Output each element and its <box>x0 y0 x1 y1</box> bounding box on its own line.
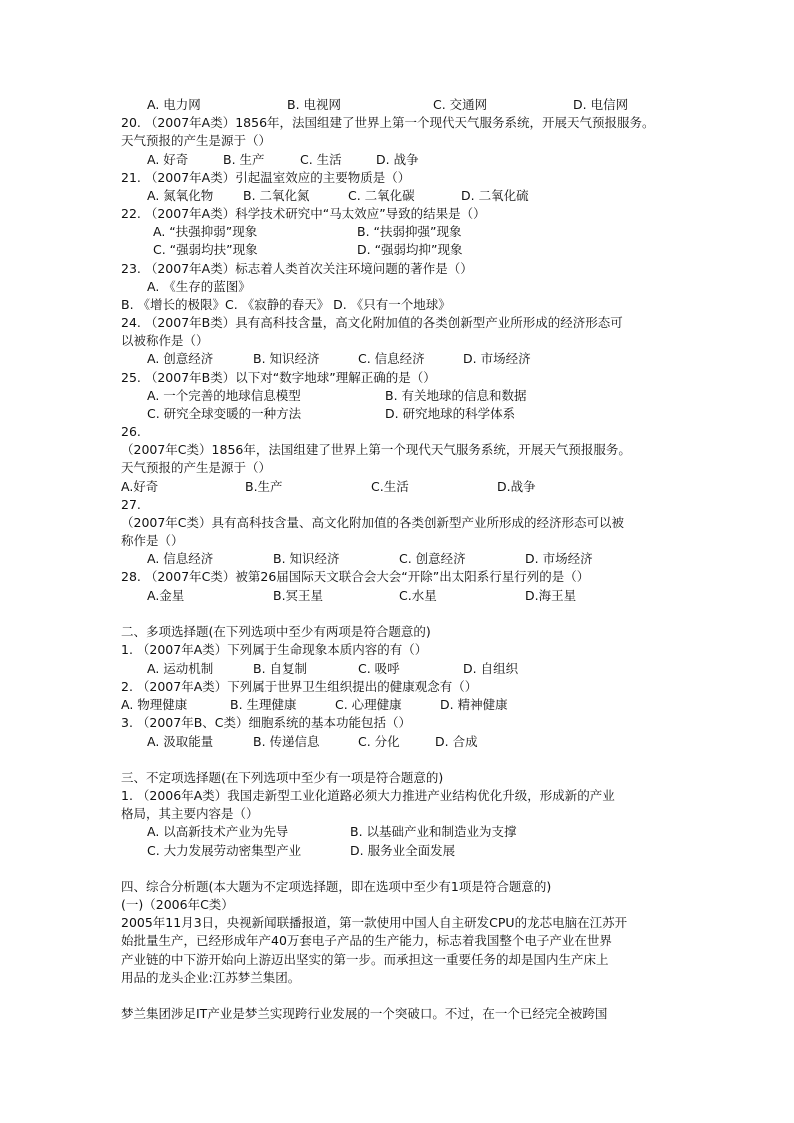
passage-2-line-1: 梦兰集团涉足IT产业是梦兰实现跨行业发展的一个突破口。不过，在一个已经完全被跨国 <box>121 1006 608 1021</box>
q27-option-d: D. 市场经济 <box>525 551 593 566</box>
section-3-heading: 三、不定项选择题(在下列选项中至少有一项是符合题意的) <box>121 770 444 785</box>
q24-option-a: A. 创意经济 <box>147 351 214 366</box>
q19-option-d: D. 电信网 <box>573 97 629 112</box>
passage-line-4: 用品的龙头企业:江苏梦兰集团。 <box>121 970 301 985</box>
m3-option-c: C. 分化 <box>358 734 400 749</box>
section-4-heading: 四、综合分析题(本大题为不定项选择题，即在选项中至少有1项是符合题意的) <box>121 879 552 894</box>
q28-option-c: C.水星 <box>399 588 437 603</box>
q20-option-b: B. 生产 <box>223 152 265 167</box>
q25-stem: 25. （2007年B类）以下对“数字地球”理解正确的是（） <box>121 370 436 385</box>
q22-option-a: A. “扶强抑弱”现象 <box>153 224 258 239</box>
q28-option-b: B.冥王星 <box>273 588 324 603</box>
q20-stem-line1: 20. （2007年A类）1856年，法国组建了世界上第一个现代天气服务系统，开展天气预报服务。 <box>121 115 655 130</box>
q26-option-a: A.好奇 <box>121 479 159 494</box>
q20-stem-line2: 天气预报的产生是源于（） <box>121 133 272 148</box>
q21-stem: 21. （2007年A类）引起温室效应的主要物质是（） <box>121 170 411 185</box>
section-2-heading: 二、多项选择题(在下列选项中至少有两项是符合题意的) <box>121 624 431 639</box>
q21-option-b: B. 二氧化氮 <box>243 188 310 203</box>
m1-stem: 1. （2007年A类）下列属于生命现象本质内容的有（） <box>121 642 428 657</box>
q22-option-b: B. “扶弱抑强”现象 <box>357 224 462 239</box>
q23-option-a: A. 《生存的蓝图》 <box>147 279 251 294</box>
q19-option-b: B. 电视网 <box>287 97 342 112</box>
m3-stem: 3. （2007年B、C类）细胞系统的基本功能包括（） <box>121 715 412 730</box>
m2-option-c: C. 心理健康 <box>335 697 402 712</box>
q26-option-b: B.生产 <box>245 479 283 494</box>
q24-option-d: D. 市场经济 <box>463 351 531 366</box>
m2-option-b: B. 生理健康 <box>230 697 297 712</box>
passage-line-3: 产业链的中下游开始向上游迈出坚实的第一步。而承担这一重要任务的却是国内生产床上 <box>121 952 609 967</box>
q21-option-d: D. 二氧化硫 <box>461 188 529 203</box>
u1-option-d: D. 服务业全面发展 <box>350 843 456 858</box>
q27-option-a: A. 信息经济 <box>147 551 214 566</box>
q21-option-c: C. 二氧化碳 <box>348 188 415 203</box>
q20-option-a: A. 好奇 <box>147 152 189 167</box>
q26-stem-line1: （2007年C类）1856年，法国组建了世界上第一个现代天气服务系统，开展天气预报服务。 <box>121 442 631 457</box>
q28-option-d: D.海王星 <box>525 588 577 603</box>
q27-option-b: B. 知识经济 <box>273 551 340 566</box>
q25-option-b: B. 有关地球的信息和数据 <box>385 388 527 403</box>
u1-option-a: A. 以高新技术产业为先导 <box>147 824 289 839</box>
q20-option-d: D. 战争 <box>376 152 419 167</box>
m1-option-b: B. 自复制 <box>253 661 308 676</box>
q25-option-d: D. 研究地球的科学体系 <box>385 406 516 421</box>
q19-option-c: C. 交通网 <box>433 97 488 112</box>
q24-stem-line2: 以被称作是（） <box>121 333 209 348</box>
section-4-subheading: (一)（2006年C类） <box>121 897 234 912</box>
u1-option-b: B. 以基础产业和制造业为支撑 <box>350 824 517 839</box>
q24-option-b: B. 知识经济 <box>253 351 320 366</box>
q26-stem-line2: 天气预报的产生是源于（） <box>121 460 272 475</box>
q26-option-d: D.战争 <box>497 479 536 494</box>
m2-option-d: D. 精神健康 <box>440 697 508 712</box>
q21-option-a: A. 氮氧化物 <box>147 188 214 203</box>
q22-option-c: C. “强弱均扶”现象 <box>153 242 258 257</box>
passage-line-2: 始批量生产，已经形成年产40万套电子产品的生产能力，标志着我国整个电子产业在世界 <box>121 933 612 948</box>
m3-option-d: D. 合成 <box>435 734 478 749</box>
q25-option-a: A. 一个完善的地球信息模型 <box>147 388 301 403</box>
u1-stem-line2: 格局，其主要内容是（） <box>121 806 259 821</box>
passage-line-1: 2005年11月3日，央视新闻联播报道，第一款使用中国人自主研发CPU的龙芯电脑在江苏开 <box>121 915 628 930</box>
m1-option-a: A. 运动机制 <box>147 661 214 676</box>
q27-number: 27. <box>121 497 141 512</box>
q27-option-c: C. 创意经济 <box>399 551 466 566</box>
q24-stem-line1: 24. （2007年B类）具有高科技含量，高文化附加值的各类创新型产业所形成的经济形态可 <box>121 315 623 330</box>
m2-option-a: A. 物理健康 <box>121 697 188 712</box>
u1-option-c: C. 大力发展劳动密集型产业 <box>147 843 302 858</box>
q19-option-a: A. 电力网 <box>147 97 201 112</box>
q20-option-c: C. 生活 <box>300 152 342 167</box>
q22-option-d: D. “强弱均抑”现象 <box>357 242 463 257</box>
q27-stem-line1: （2007年C类）具有高科技含量、高文化附加值的各类创新型产业所形成的经济形态可以被 <box>121 515 625 530</box>
m3-option-b: B. 传递信息 <box>253 734 320 749</box>
m1-option-d: D. 自组织 <box>463 661 519 676</box>
q23-stem: 23. （2007年A类）标志着人类首次关注环境问题的著作是（） <box>121 261 473 276</box>
q26-number: 26. <box>121 424 141 439</box>
q22-stem: 22. （2007年A类）科学技术研究中“马太效应”导致的结果是（） <box>121 206 486 221</box>
m1-option-c: C. 吸呼 <box>358 661 400 676</box>
m2-stem: 2. （2007年A类）下列属于世界卫生组织提出的健康观念有（） <box>121 679 478 694</box>
q26-option-c: C.生活 <box>371 479 409 494</box>
m3-option-a: A. 汲取能量 <box>147 734 214 749</box>
q25-option-c: C. 研究全球变暖的一种方法 <box>147 406 302 421</box>
q24-option-c: C. 信息经济 <box>358 351 425 366</box>
q27-stem-line2: 称作是（） <box>121 533 184 548</box>
q28-option-a: A.金星 <box>147 588 185 603</box>
q23-options-bcd: B. 《增长的极限》C. 《寂静的春天》 D. 《只有一个地球》 <box>121 297 451 312</box>
u1-stem-line1: 1. （2006年A类）我国走新型工业化道路必须大力推进产业结构优化升级，形成新的产业 <box>121 788 615 803</box>
q28-stem: 28. （2007年C类）被第26届国际天文联合会大会“开除”出太阳系行星行列的是（） <box>121 569 590 584</box>
